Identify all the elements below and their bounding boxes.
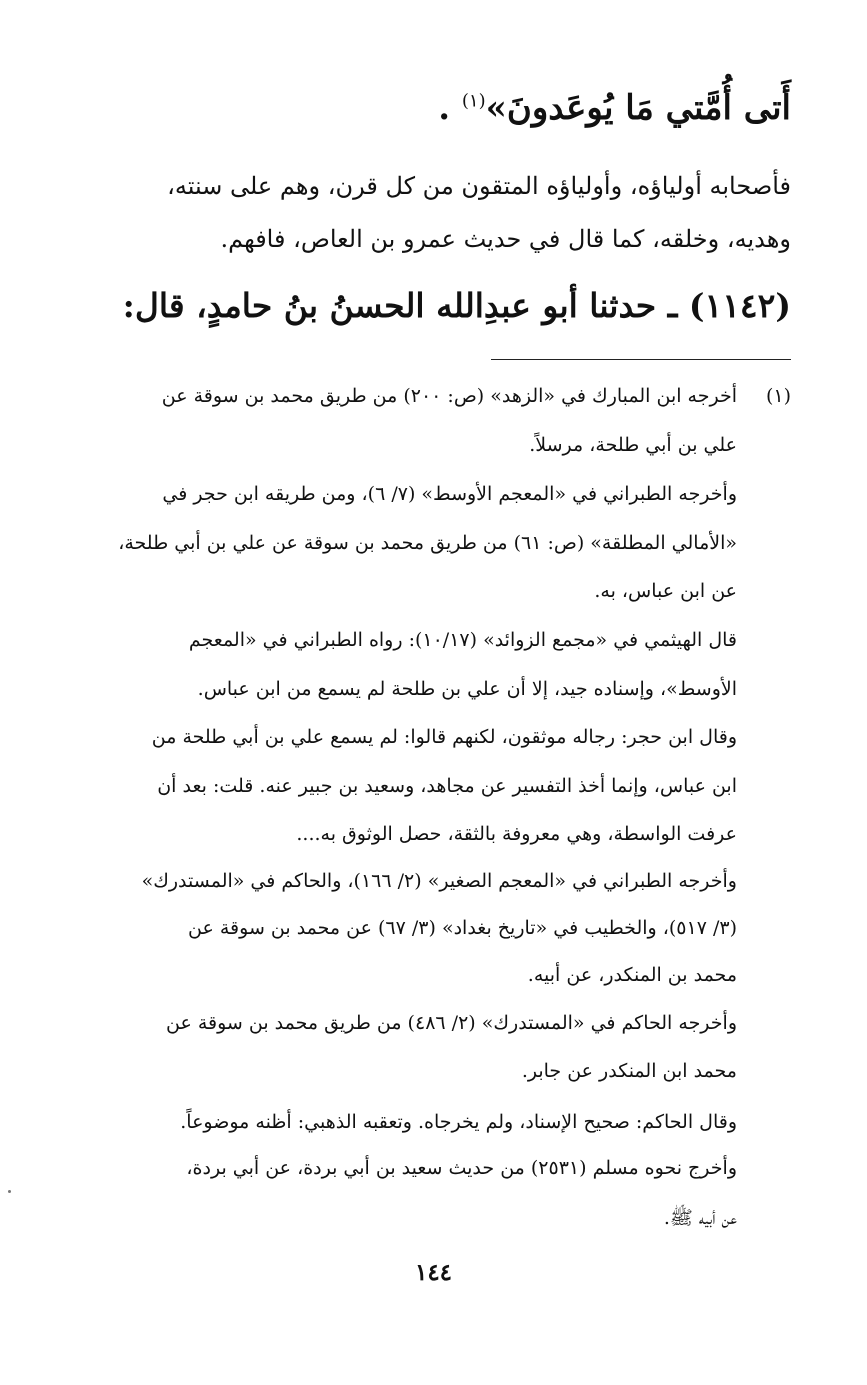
footnote-line-12: (٣/ ٥١٧)، والخطيب في «تاريخ بغداد» (٣/ ٦٧) عن محمد بن سوقة عن: [188, 917, 737, 939]
quote-end: .: [438, 88, 462, 128]
footnote-line-11: وأخرجه الطبراني في «المعجم الصغير» (٢/ ١٦٦)، والحاكم في «المستدرك»: [141, 870, 737, 892]
footnote-line-4: «الأمالي المطلقة» (ص: ٦١) من طريق محمد بن سوقة عن علي بن أبي طلحة،: [118, 532, 737, 554]
hadith-heading: (١١٤٢) ـ حدثنا أبو عبدِالله الحسنُ بنُ حامدٍ، قال:: [122, 286, 791, 325]
body-line-1: فأصحابه أولياؤه، وأولياؤه المتقون من كل قرن، وهم على سنته،: [167, 172, 791, 200]
footnote-line-8: وقال ابن حجر: رجاله موثقون، لكنهم قالوا: لم يسمع علي بن أبي طلحة من: [151, 726, 737, 748]
footnote-number: (١): [765, 385, 791, 407]
scan-speck: [8, 1190, 11, 1193]
footnote-line-9: ابن عباس، وإنما أخذ التفسير عن مجاهد، وسعيد بن جبير عنه. قلت: بعد أن: [157, 775, 737, 797]
footnote-line-17: وأخرج نحوه مسلم (٢٥٣١) من حديث سعيد بن أبي بردة، عن أبي بردة،: [186, 1157, 737, 1179]
footnote-line-13: محمد بن المنكدر، عن أبيه.: [527, 964, 737, 986]
footnote-line-14: وأخرجه الحاكم في «المستدرك» (٢/ ٤٨٦) من طريق محمد بن سوقة عن: [165, 1012, 737, 1034]
footnote-line-1: أخرجه ابن المبارك في «الزهد» (ص: ٢٠٠) من طريق محمد بن سوقة عن: [161, 385, 737, 407]
footnote-marker: (١): [461, 90, 486, 112]
footnote-line-5: عن ابن عباس، به.: [594, 580, 737, 602]
footnote-line-6: قال الهيثمي في «مجمع الزوائد» (١٠/١٧): رواه الطبراني في «المعجم: [188, 629, 737, 651]
footnote-separator: [491, 359, 791, 360]
body-line-2: وهديه، وخلقه، كما قال في حديث عمرو بن العاص، فافهم.: [220, 225, 791, 253]
footnote-line-18: عن أبيه ﷺ.: [663, 1207, 737, 1229]
quote-line: [78, 88, 791, 128]
footnote-line-2: علي بن أبي طلحة، مرسلاً.: [529, 434, 737, 456]
footnote-line-7: الأوسط»، وإسناده جيد، إلا أن علي بن طلحة لم يسمع من ابن عباس.: [197, 678, 737, 700]
footnote-line-3: وأخرجه الطبراني في «المعجم الأوسط» (٧/ ٦)، ومن طريقه ابن حجر في: [162, 483, 737, 505]
page-number: ١٤٤: [414, 1259, 453, 1286]
footnote-line-10: عرفت الواسطة، وهي معروفة بالثقة، حصل الوثوق به....: [296, 823, 737, 845]
quote-text: أَتى أُمَّتي مَا يُوعَدونَ»: [485, 88, 791, 128]
footnote-line-15: محمد ابن المنكدر عن جابر.: [521, 1060, 737, 1082]
footnote-line-16: وقال الحاكم: صحيح الإسناد، ولم يخرجاه. وتعقبه الذهبي: أظنه موضوعاً.: [180, 1111, 737, 1133]
